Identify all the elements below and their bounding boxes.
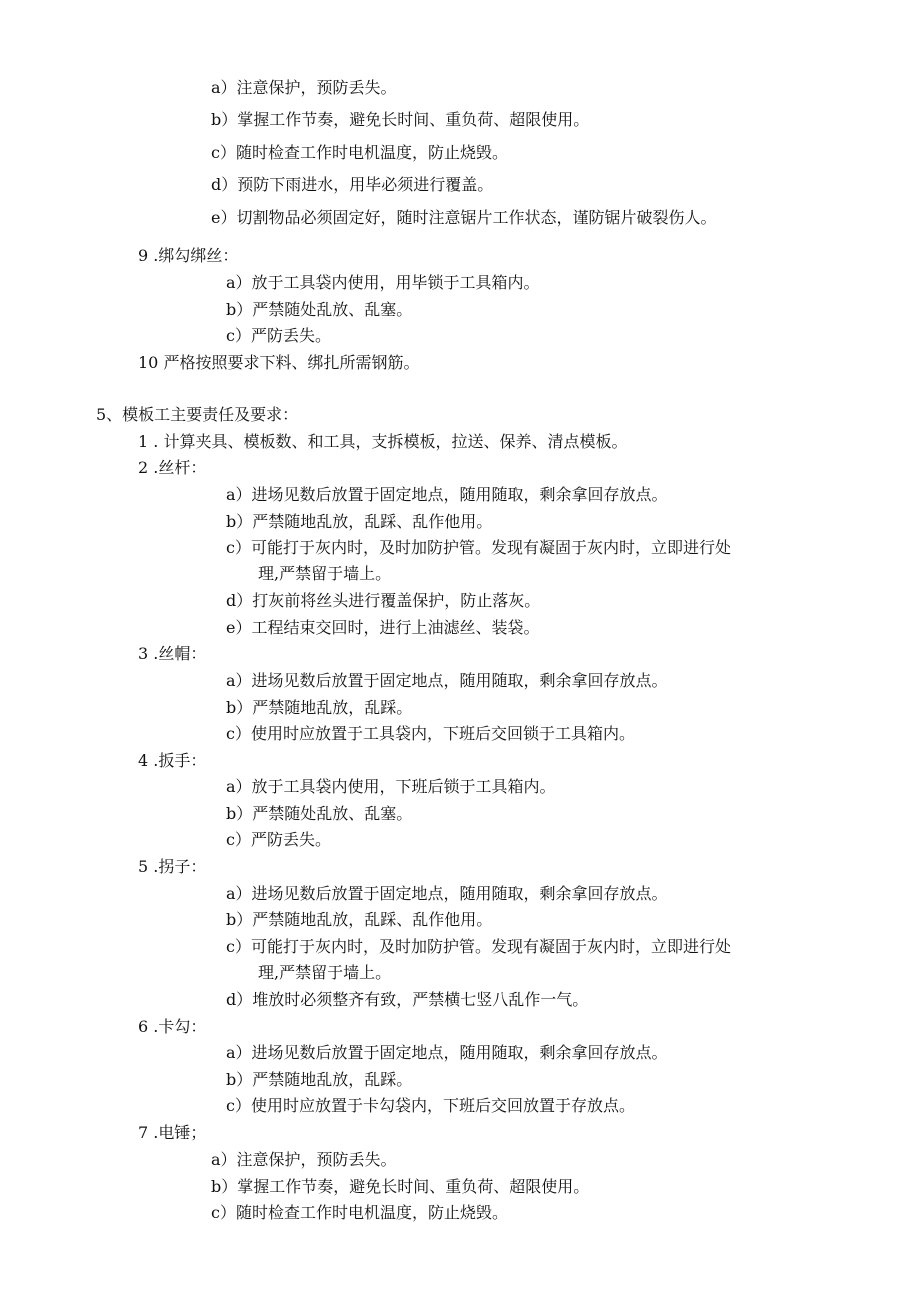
list-item: b）掌握工作节奏，避免长时间、重负荷、超限使用。	[211, 1177, 590, 1196]
list-item: a）注意保护，预防丢失。	[211, 1150, 397, 1169]
numbered-heading: 4 .扳手：	[138, 751, 207, 770]
list-item: b）严禁随处乱放、乱塞。	[226, 804, 413, 823]
list-item: c）可能打于灰内时，及时加防护管。发现有凝固于灰内时，立即进行处	[226, 937, 731, 956]
numbered-heading: 6 .卡勾：	[138, 1017, 207, 1036]
numbered-heading: 9 .绑勾绑丝：	[138, 246, 239, 265]
list-item: c）随时检查工作时电机温度，防止烧毁。	[211, 143, 508, 162]
list-item: a）进场见数后放置于固定地点，随用随取，剩余拿回存放点。	[226, 884, 668, 903]
list-item: a）放于工具袋内使用，下班后锁于工具箱内。	[226, 777, 556, 796]
section-title: 5、模板工主要责任及要求：	[96, 405, 299, 424]
numbered-heading: 5 .拐子：	[138, 857, 207, 876]
numbered-heading: 10 严格按照要求下料、绑扎所需钢筋。	[138, 353, 420, 372]
list-item: b）掌握工作节奏，避免长时间、重负荷、超限使用。	[211, 110, 590, 129]
numbered-heading: 7 .电锤；	[138, 1123, 207, 1142]
list-item: a）注意保护，预防丢失。	[211, 78, 397, 97]
list-item-continuation: 理,严禁留于墙上。	[258, 963, 392, 982]
list-item: c）可能打于灰内时，及时加防护管。发现有凝固于灰内时，立即进行处	[226, 538, 731, 557]
list-item: b）严禁随处乱放、乱塞。	[226, 300, 413, 319]
list-item: c）使用时应放置于工具袋内，下班后交回锁于工具箱内。	[226, 724, 635, 743]
numbered-heading: 3 .丝帽：	[138, 644, 207, 663]
list-item: a）放于工具袋内使用，用毕锁于工具箱内。	[226, 273, 540, 292]
list-item: c）严防丢失。	[226, 326, 331, 345]
numbered-heading: 1 . 计算夹具、模板数、和工具，支拆模板，拉送、保养、清点模板。	[138, 432, 628, 451]
list-item: d）打灰前将丝头进行覆盖保护，防止落灰。	[226, 591, 541, 610]
list-item: b）严禁随地乱放，乱踩。	[226, 1070, 413, 1089]
numbered-heading: 2 .丝杆：	[138, 458, 207, 477]
list-item: b）严禁随地乱放，乱踩、乱作他用。	[226, 910, 493, 929]
list-item: c）随时检查工作时电机温度，防止烧毁。	[211, 1203, 508, 1222]
list-item: c）严防丢失。	[226, 830, 331, 849]
list-item-continuation: 理,严禁留于墙上。	[258, 564, 392, 583]
list-item: b）严禁随地乱放，乱踩、乱作他用。	[226, 512, 493, 531]
list-item: a）进场见数后放置于固定地点，随用随取，剩余拿回存放点。	[226, 1043, 668, 1062]
list-item: b）严禁随地乱放，乱踩。	[226, 698, 413, 717]
list-item: a）进场见数后放置于固定地点，随用随取，剩余拿回存放点。	[226, 485, 668, 504]
list-item: e）工程结束交回时，进行上油滤丝、装袋。	[226, 618, 540, 637]
list-item: c）使用时应放置于卡勾袋内，下班后交回放置于存放点。	[226, 1096, 635, 1115]
list-item: a）进场见数后放置于固定地点，随用随取，剩余拿回存放点。	[226, 671, 668, 690]
list-item: d）堆放时必须整齐有致，严禁横七竖八乱作一气。	[226, 990, 589, 1009]
list-item: e）切割物品必须固定好，随时注意锯片工作状态，谨防锯片破裂伤人。	[211, 208, 717, 227]
list-item: d）预防下雨进水，用毕必须进行覆盖。	[211, 175, 494, 194]
